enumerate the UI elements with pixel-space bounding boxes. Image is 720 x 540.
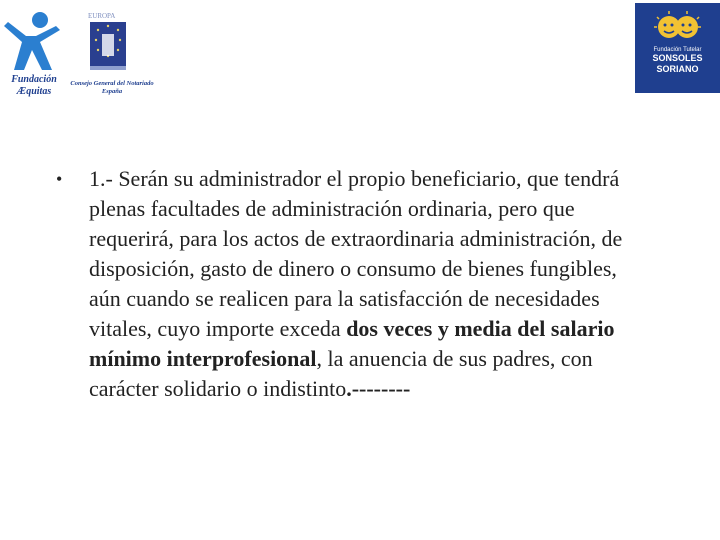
notariado-logo-text — [66, 80, 158, 96]
fundacion-aequitas-logo — [0, 8, 64, 100]
paragraph-segment-4-bold: .-------- — [346, 376, 411, 401]
sonsoles-logo-text — [635, 47, 720, 75]
aequitas-line1: Fundación — [11, 74, 57, 85]
aequitas-line2: Æquitas — [16, 86, 52, 97]
bullet-marker: • — [56, 169, 63, 189]
sonsoles-line2: SONSOLES — [652, 53, 703, 63]
notariado-line2: España — [101, 88, 123, 95]
aequitas-logo-text — [4, 74, 64, 98]
sonsoles-line1: Fundación Tutelar — [653, 47, 702, 53]
notariado-europa-label: EUROPA — [88, 12, 116, 20]
aequitas-figure-icon — [0, 8, 64, 74]
sonsoles-line3: SORIANO — [656, 64, 699, 74]
notariado-line1: Consejo General del Notariado — [70, 80, 154, 87]
paragraph-segment-2-bold: dos veces y media del salario mínimo interprofesional — [89, 316, 615, 371]
sun-faces-icon — [635, 3, 720, 47]
notariado-logo — [66, 8, 162, 100]
fundacion-sonsoles-soriano-logo — [635, 3, 720, 93]
paragraph-segment-1: 1.- Serán su administrador el propio beneficiario, que tendrá plenas facultades de administración ordinaria, pero que requerirá, para los actos de extraordinaria administración, de disposición, gasto de dinero o consumo de bienes fungibles, aún cuando se realicen para la satisfacción de necesidades vitales, cuyo importe exceda — [89, 166, 623, 341]
bullet-paragraph — [89, 164, 649, 404]
slide-content — [56, 164, 656, 404]
paragraph-segment-3: , la anuencia de sus padres, con carácter solidario o indistinto — [89, 346, 593, 401]
